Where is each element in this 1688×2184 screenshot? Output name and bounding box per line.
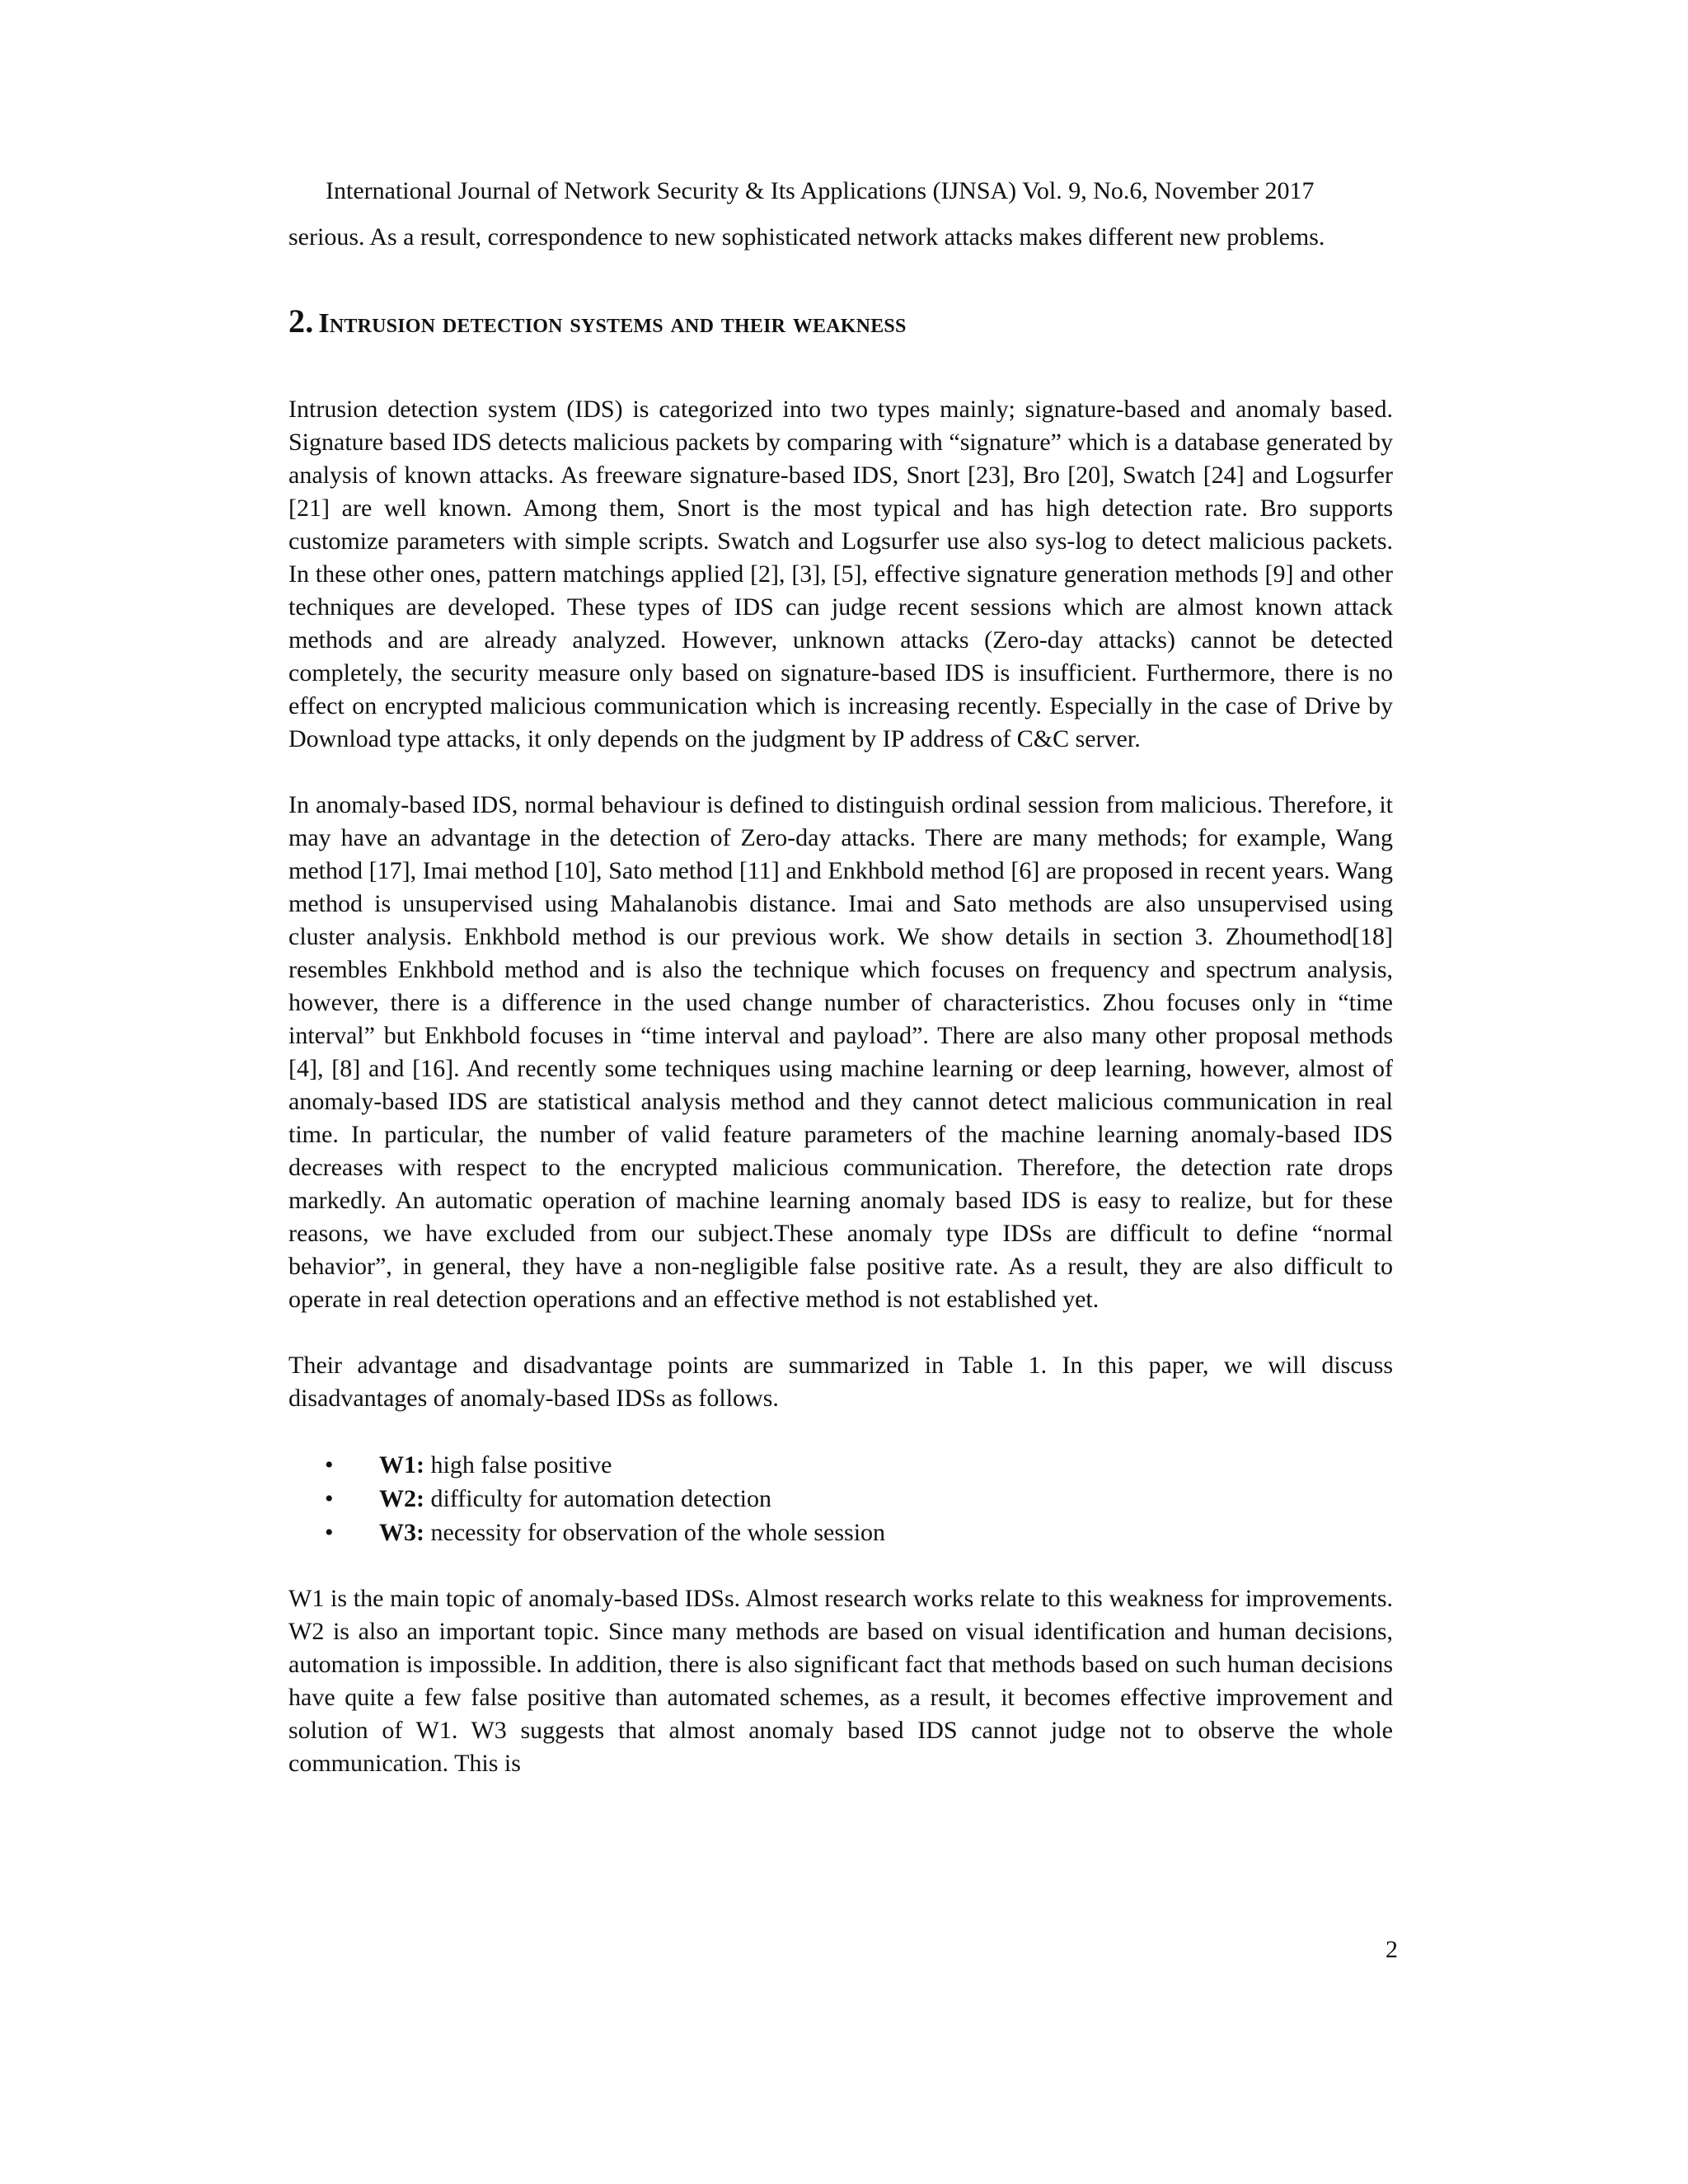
closing-paragraph: W1 is the main topic of anomaly-based IDSs. Almost research works relate to this weakness for improvements. W2 is also an important topic. Since many methods are based on visual identification and human decisions, automation is impossible. In addition, there is also significant fact that methods based on such human decisions have quite a few false positive than automated schemes, as a result, it becomes effective improvement and solution of W1. W3 suggests that almost anomaly based IDS cannot judge not to observe the whole communication. This is [288,1585,1393,1777]
list-item [325,1448,1393,1482]
paragraph-anomaly-ids: In anomaly-based IDS, normal behaviour is defined to distinguish ordinal session from malicious. Therefore, it may have an advantage in the detection of Zero-day attacks. There are many methods; for example, Wang method [17], Imai method [10], Sato method [11] and Enkhbold method [6] are proposed in recent years. Wang method is unsupervised using Mahalanobis distance. Imai and Sato methods are also unsupervised using cluster analysis. Enkhbold method is our previous work. We show details in section 3. Zhoumethod[18] resembles Enkhbold method and is also the technique which focuses on frequency and spectrum analysis, however, there is a difference in the used change number of characteristics. Zhou focuses only in “time interval” but Enkhbold focuses in “time interval and payload”. There are also many other proposal methods [4], [8] and [16]. And recently some techniques using machine learning or deep learning, however, almost of anomaly-based IDS are statistical analysis method and they cannot detect malicious communication in real time. In particular, the number of valid feature parameters of the machine learning anomaly-based IDS decreases with respect to the encrypted malicious communication. Therefore, the detection rate drops markedly. An automatic operation of machine learning anomaly based IDS is easy to realize, but for these reasons, we have excluded from our subject.These anomaly type IDSs are difficult to define “normal behavior”, in general, they have a non-negligible false positive rate. As a result, they are also difficult to operate in real detection operations and an effective method is not established yet. [288,791,1393,1313]
list-item-text: difficulty for automation detection [424,1485,771,1512]
paragraph-signature-ids: Intrusion detection system (IDS) is categorized into two types mainly; signature-based and anomaly based. Signature based IDS detects malicious packets by comparing with “signature” which is a database generated by analysis of known attacks. As freeware signature-based IDS, Snort [23], Bro [20], Swatch [24] and Logsurfer [21] are well known. Among them, Snort is the most typical and has high detection rate. Bro supports customize parameters with simple scripts. Swatch and Logsurfer use also sys-log to detect malicious packets. In these other ones, pattern matchings applied [2], [3], [5], effective signature generation methods [9] and other techniques are developed. These types of IDS can judge recent sessions which are almost known attack methods and are already analyzed. However, unknown attacks (Zero-day attacks) cannot be detected completely, the security measure only based on signature-based IDS is insufficient. Furthermore, there is no effect on encrypted malicious communication which is increasing recently. Especially in the case of Drive by Download type attacks, it only depends on the judgment by IP address of C&C server. [288,396,1393,752]
section-number: 2. [288,302,314,340]
section-heading [288,302,1393,340]
list-item-label: W2: [379,1485,424,1512]
paragraph-summary: Their advantage and disadvantage points are summarized in Table 1. In this paper, we will discuss disadvantages of anomaly-based IDSs as follows. [288,1352,1393,1412]
bullet-dot-icon: • [325,1485,334,1512]
list-item [325,1482,1393,1516]
list-item-text: necessity for observation of the whole session [424,1519,886,1546]
page-body [288,221,1393,1780]
bullet-dot-icon: • [325,1519,334,1546]
list-item-label: W3: [379,1519,424,1546]
section-title: Intrusion detection systems and their weakness [318,308,907,339]
intro-paragraph: serious. As a result, correspondence to new sophisticated network attacks makes different new problems. [288,223,1325,251]
running-header: International Journal of Network Security & Its Applications (IJNSA) Vol. 9, No.6, November 2017 [326,177,1315,204]
list-item-text: high false positive [424,1451,612,1479]
list-item [325,1516,1393,1549]
bullet-dot-icon: • [325,1451,334,1479]
weakness-list [288,1448,1393,1549]
list-item-label: W1: [379,1451,424,1479]
page-number: 2 [1386,1936,1398,1963]
